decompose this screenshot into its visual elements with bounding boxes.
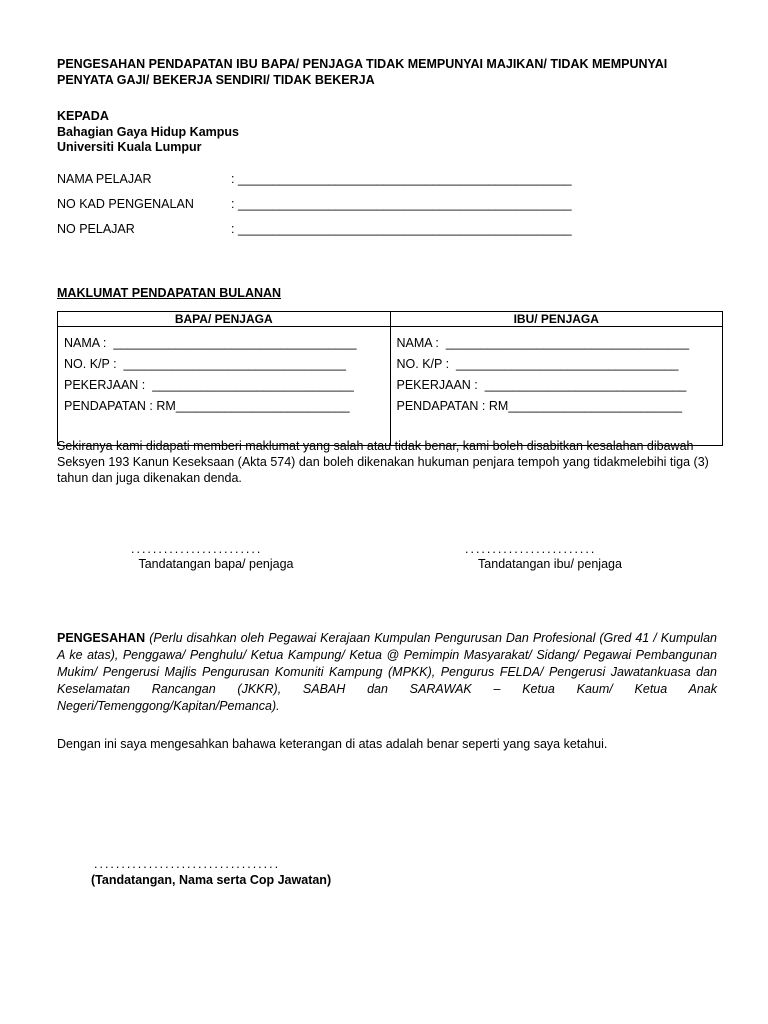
father-name-field[interactable]: NAMA : ___________________________________ (64, 336, 357, 350)
addressee-line-2: Universiti Kuala Lumpur (57, 140, 202, 154)
father-signature-line[interactable]: ........................ (131, 542, 263, 556)
father-ic-field[interactable]: NO. K/P : ________________________________ (64, 357, 346, 371)
addressee-line-1: Bahagian Gaya Hidup Kampus (57, 124, 239, 139)
income-table (57, 311, 723, 446)
mother-name-field[interactable]: NAMA : ___________________________________ (396, 336, 690, 350)
mother-details-cell (390, 327, 723, 446)
official-signature-line[interactable]: .................................. (94, 857, 281, 871)
header-mother: IBU/ PENJAGA (390, 312, 723, 327)
income-table-row (58, 327, 723, 446)
mother-signature-label: Tandatangan ibu/ penjaga (478, 557, 622, 571)
income-table-header-row (58, 312, 723, 327)
income-section-title: MAKLUMAT PENDAPATAN BULANAN (57, 286, 282, 300)
mother-occupation-field[interactable]: PEKERJAAN : _____________________________ (396, 378, 687, 392)
pengesahan-block (57, 630, 717, 715)
field-label: NAMA PELAJAR (57, 172, 152, 186)
field-blank[interactable]: : ________________________________________________ (231, 222, 572, 236)
field-label: NO KAD PENGENALAN (57, 197, 194, 211)
field-student-number[interactable] (57, 222, 657, 238)
field-label: NO PELAJAR (57, 222, 135, 236)
field-student-name[interactable] (57, 172, 657, 188)
mother-income-field[interactable]: PENDAPATAN : RM_________________________ (396, 399, 683, 413)
mother-signature-line[interactable]: ........................ (465, 542, 597, 556)
document-title: PENGESAHAN PENDAPATAN IBU BAPA/ PENJAGA TIDAK MEMPUNYAI MAJIKAN/ TIDAK MEMPUNYAI PENYATA GAJI/ BEKERJA SENDIRI/ TIDAK BEKERJA (57, 57, 668, 87)
declaration-text: Sekiranya kami didapati memberi maklumat yang salah atau tidak benar, kami boleh disabitkan kesalahan dibawah Seksyen 193 Kanun Keseksaan (Akta 574) dan boleh dikenakan hukuman penjara tempoh yang tidakmelebihi tiga (3) tahun dan juga dikenakan denda. (57, 439, 709, 485)
pengesahan-note: (Perlu disahkan oleh Pegawai Kerajaan Kumpulan Pengurusan Dan Profesional (Gred 41 / Kumpulan A ke atas), Penggawa/ Penghulu/ Ketua Kampung/ Ketua @ Pemimpin Masyarakat/ Sidang/ Pegawai Pembangunan Mukim/ Pengerusi Majlis Pengurusan Komuniti Kampung (MPKK), Pengurus FELDA/ Pengerusi Jawatankuasa dan Keselamatan Rancangan (JKKR), SABAH dan SARAWAK – Ketua Kaum/ Ketua Anak Negeri/Temenggong/Kapitan/Pemanca). (57, 631, 717, 713)
father-occupation-field[interactable]: PEKERJAAN : _____________________________ (64, 378, 354, 392)
addressee-label: KEPADA (57, 109, 109, 123)
field-ic-number[interactable] (57, 197, 657, 213)
header-father: BAPA/ PENJAGA (58, 312, 391, 327)
official-signature-label: (Tandatangan, Nama serta Cop Jawatan) (91, 873, 332, 887)
father-signature-label: Tandatangan bapa/ penjaga (138, 557, 294, 571)
father-income-field[interactable]: PENDAPATAN : RM_________________________ (64, 399, 350, 413)
mother-ic-field[interactable]: NO. K/P : ________________________________ (396, 357, 679, 371)
confirmation-text: Dengan ini saya mengesahkan bahawa keterangan di atas adalah benar seperti yang saya ketahui. (57, 737, 608, 751)
pengesahan-label: PENGESAHAN (57, 631, 146, 645)
father-details-cell (58, 327, 391, 446)
field-blank[interactable]: : ________________________________________________ (231, 172, 572, 186)
addressee-block (57, 109, 239, 156)
field-blank[interactable]: : ________________________________________________ (231, 197, 572, 211)
